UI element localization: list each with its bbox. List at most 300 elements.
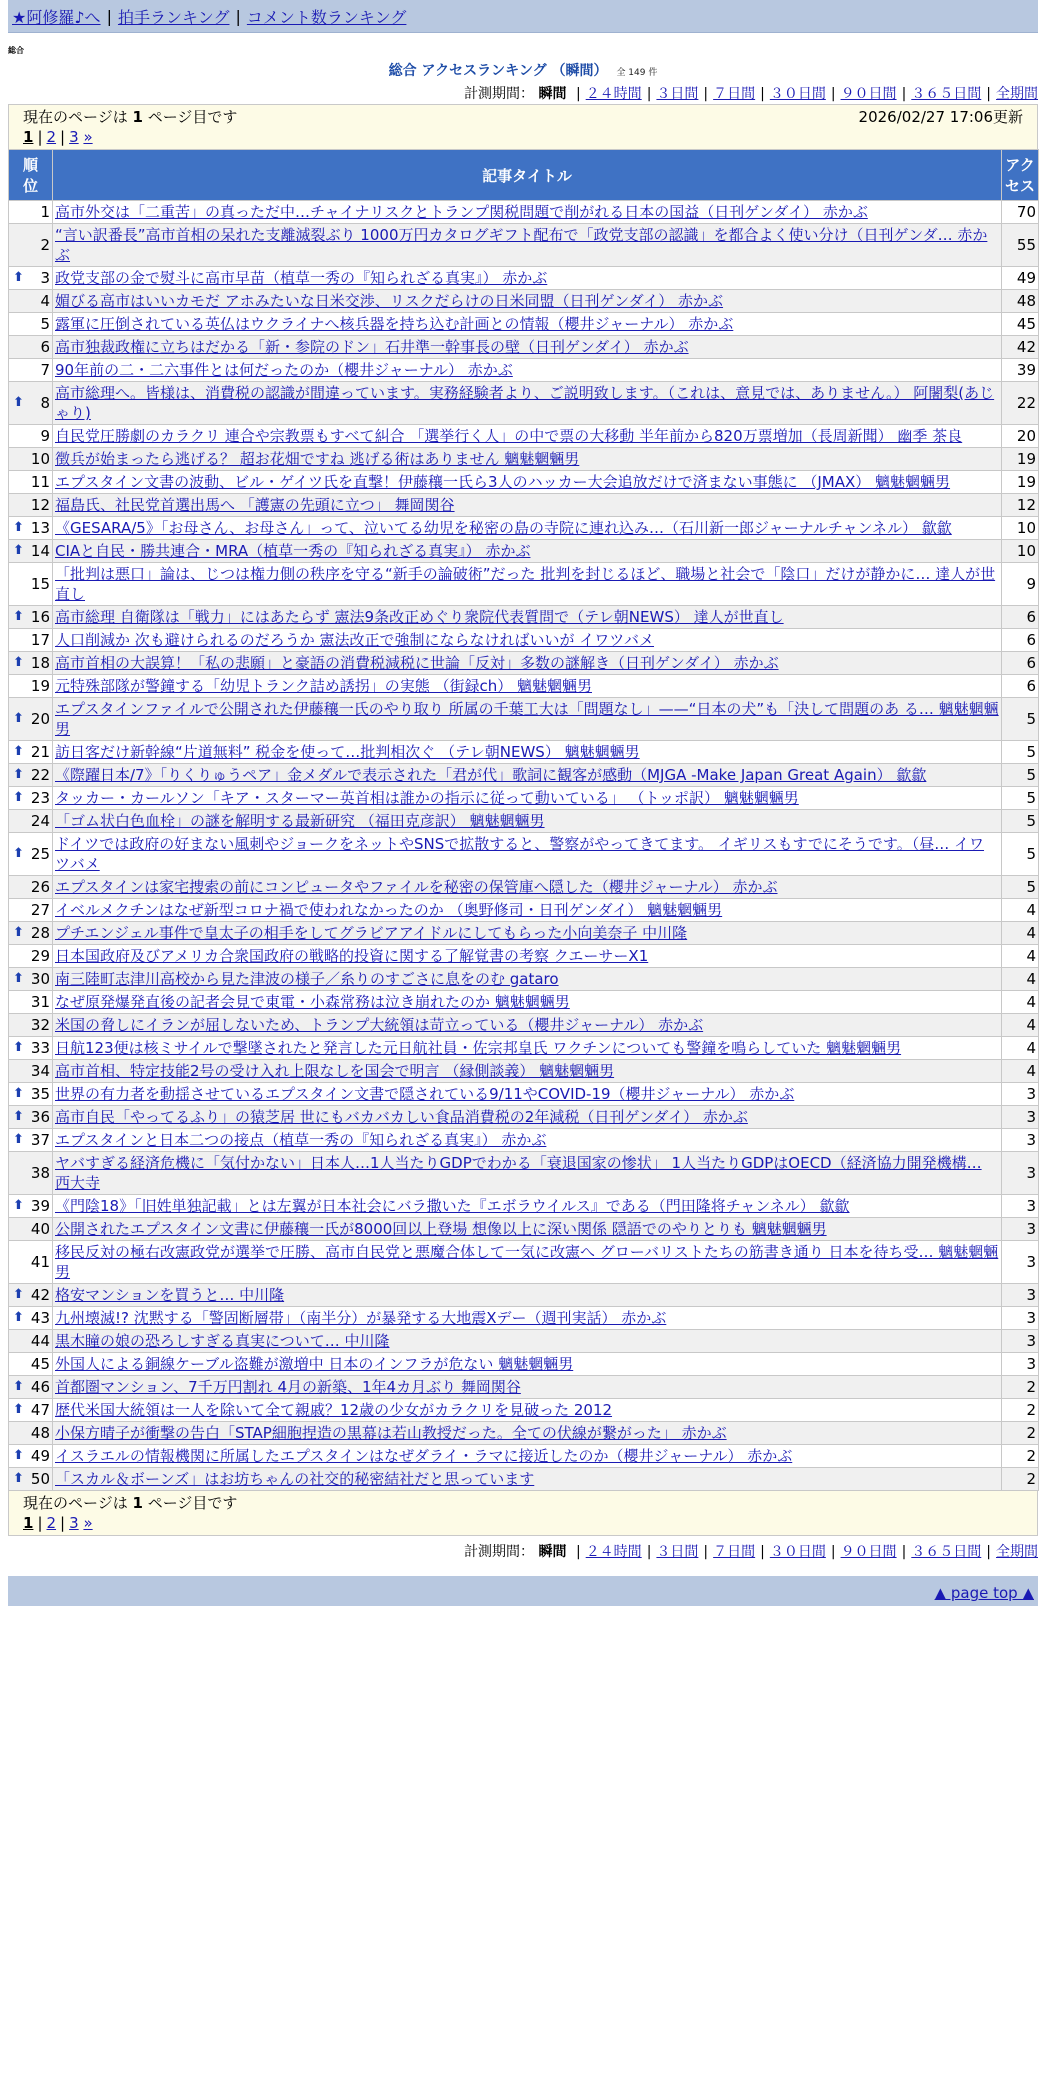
footer-bar bbox=[8, 1576, 1038, 1606]
rank-up-arrow-icon: ⬆ bbox=[13, 395, 24, 410]
table-row bbox=[9, 494, 1039, 517]
page-separator: | bbox=[60, 128, 66, 146]
rank-number: 33 bbox=[30, 1039, 50, 1057]
table-row bbox=[9, 425, 1039, 448]
rank-cell bbox=[9, 787, 53, 810]
rank-up-arrow-icon: ⬆ bbox=[13, 790, 24, 805]
article-title-link[interactable]: 高市独裁政権に立ちはだかる「新・参院のドン」石井準一幹事長の壁（日刊ゲンダイ） 赤かぶ bbox=[55, 338, 689, 356]
table-row bbox=[9, 945, 1039, 968]
article-title-link[interactable]: 南三陸町志津川高校から見た津波の様子／糸りのすごさに息をのむ gataro bbox=[55, 970, 559, 988]
article-title-link[interactable]: 徴兵が始まったら逃げる？ 超お花畑ですね 逃げる術はありません 魑魅魍魎男 bbox=[55, 450, 580, 468]
article-title-link[interactable]: 《GESARA/5》「お母さん、お母さん」って、泣いてる幼児を秘密の島の寺院に連れ込み…（石川新一郎ジャーナルチャンネル） 歙歙 bbox=[55, 519, 952, 537]
table-row bbox=[9, 1106, 1039, 1129]
title-cell bbox=[53, 1014, 1002, 1037]
article-title-link[interactable]: 世界の有力者を動揺させているエプスタイン文書で隠されている9/11やCOVID-19（櫻井ジャーナル） 赤かぶ bbox=[55, 1085, 795, 1103]
rank-number: 30 bbox=[30, 970, 50, 988]
next-page-link[interactable]: » bbox=[83, 1514, 93, 1532]
period-links bbox=[571, 1544, 1038, 1560]
title-cell bbox=[53, 1353, 1002, 1376]
table-row bbox=[9, 1445, 1039, 1468]
top-nav-bar bbox=[8, 0, 1038, 33]
rank-cell bbox=[9, 652, 53, 675]
header-title: 記事タイトル bbox=[53, 150, 1002, 201]
period-separator: | bbox=[986, 1544, 991, 1560]
period-separator: | bbox=[575, 1544, 581, 1560]
rank-up-arrow-icon: ⬆ bbox=[13, 925, 24, 940]
title-cell bbox=[53, 1284, 1002, 1307]
rank-up-arrow-icon: ⬆ bbox=[13, 1198, 24, 1213]
access-count: 5 bbox=[1002, 741, 1039, 764]
period-separator: | bbox=[830, 1544, 836, 1560]
table-row bbox=[9, 698, 1039, 741]
rank-cell bbox=[9, 629, 53, 652]
rank-up-arrow-icon: ⬆ bbox=[13, 1310, 24, 1325]
title-cell bbox=[53, 1330, 1002, 1353]
rank-cell bbox=[9, 922, 53, 945]
article-title-link[interactable]: エプスタインは家宅捜索の前にコンピュータやファイルを秘密の保管庫へ隠した（櫻井ジャーナル） 赤かぶ bbox=[55, 878, 778, 896]
rank-number: 49 bbox=[30, 1447, 50, 1465]
header-rank: 順 位 bbox=[9, 150, 53, 201]
page-link-1[interactable]: 1 bbox=[23, 1514, 34, 1532]
rank-number: 31 bbox=[30, 993, 50, 1011]
current-page-text: 現在のページは 1 ページ目です bbox=[23, 1494, 238, 1512]
article-title-link[interactable]: イスラエルの情報機関に所属したエプスタインはなぜダライ・ラマに接近したのか（櫻井ジャーナル） 赤かぶ bbox=[55, 1447, 793, 1465]
rank-up-arrow-icon: ⬆ bbox=[13, 520, 24, 535]
article-title-link[interactable]: 訪日客だけ新幹線“片道無料” 税金を使って…批判相次ぐ （テレ朝NEWS） 魑魅魍魎男 bbox=[55, 743, 640, 761]
access-count: 3 bbox=[1002, 1152, 1039, 1195]
rank-number: 27 bbox=[30, 901, 50, 919]
table-row bbox=[9, 224, 1039, 267]
table-row bbox=[9, 382, 1039, 425]
rank-cell bbox=[9, 1037, 53, 1060]
rank-number: 5 bbox=[40, 315, 50, 333]
period-link[interactable]: ７日間 bbox=[713, 1544, 756, 1560]
access-count: 20 bbox=[1002, 425, 1039, 448]
table-row bbox=[9, 968, 1039, 991]
access-count: 3 bbox=[1002, 1353, 1039, 1376]
rank-cell bbox=[9, 448, 53, 471]
title-cell bbox=[53, 563, 1002, 606]
period-link[interactable]: ９０日間 bbox=[840, 86, 897, 102]
rank-number: 13 bbox=[30, 519, 50, 537]
period-selector-bottom bbox=[8, 1542, 1038, 1562]
rank-up-arrow-icon: ⬆ bbox=[13, 971, 24, 986]
article-title-link[interactable]: 歴代米国大統領は一人を除いて全て親戚？12歳の少女がカラクリを見破った 2012 bbox=[55, 1401, 613, 1419]
access-count: 6 bbox=[1002, 675, 1039, 698]
title-cell bbox=[53, 425, 1002, 448]
page-separator: | bbox=[37, 1514, 43, 1532]
table-row bbox=[9, 787, 1039, 810]
title-cell bbox=[53, 1195, 1002, 1218]
rank-cell bbox=[9, 267, 53, 290]
article-title-link[interactable]: 日航123便は核ミサイルで撃墜されたと発言した元日航社員・佐宗邦皇氏 ワクチンについても警鐘を鳴らしていた 魑魅魍魎男 bbox=[55, 1039, 902, 1057]
rank-number: 47 bbox=[30, 1401, 50, 1419]
title-cell bbox=[53, 1422, 1002, 1445]
period-link[interactable]: ３日間 bbox=[656, 1544, 699, 1560]
table-row bbox=[9, 471, 1039, 494]
access-count: 3 bbox=[1002, 1241, 1039, 1284]
page-top-link[interactable]: ▲ page top ▲ bbox=[934, 1584, 1034, 1602]
period-link[interactable]: 全期間 bbox=[996, 86, 1038, 102]
article-title-link[interactable]: 人口削減か 次も避けられるのだろうか 憲法改正で強制にならなければいいが イワツバメ bbox=[55, 631, 655, 649]
rank-cell bbox=[9, 1330, 53, 1353]
title-cell bbox=[53, 606, 1002, 629]
article-title-link[interactable]: 小保方晴子が衝撃の告白「STAP細胞捏造の黒幕は若山教授だった。全ての伏線が繋がった」 赤かぶ bbox=[55, 1424, 727, 1442]
title-cell bbox=[53, 1241, 1002, 1284]
article-title-link[interactable]: 米国の脅しにイランが屈しないため、トランプ大統領は苛立っている（櫻井ジャーナル） 赤かぶ bbox=[55, 1016, 704, 1034]
article-title-link[interactable]: 高市首相、特定技能2号の受け入れ上限なしを国会で明言 （縁側談義） 魑魅魍魎男 bbox=[55, 1062, 615, 1080]
access-count: 6 bbox=[1002, 606, 1039, 629]
access-count: 42 bbox=[1002, 336, 1039, 359]
rank-cell bbox=[9, 945, 53, 968]
title-cell bbox=[53, 1083, 1002, 1106]
access-count: 5 bbox=[1002, 764, 1039, 787]
rank-number: 43 bbox=[30, 1309, 50, 1327]
title-cell bbox=[53, 833, 1002, 876]
rank-cell bbox=[9, 1353, 53, 1376]
article-title-link[interactable]: 自民党圧勝劇のカラクリ 連合や宗教票もすべて糾合 「選挙行く人」の中で票の大移動 半年前から820万票増加（長周新聞） 幽季 茶良 bbox=[55, 427, 963, 445]
article-title-link[interactable]: 高市外交は「二重苦」の真っただ中…チャイナリスクとトランプ関税問題で削がれる日本の国益（日刊ゲンダイ） 赤かぶ bbox=[55, 203, 868, 221]
access-count: 4 bbox=[1002, 1014, 1039, 1037]
rank-number: 7 bbox=[40, 361, 50, 379]
article-title-link[interactable]: エプスタインと日本二つの接点（植草一秀の『知られざる真実』） 赤かぶ bbox=[55, 1131, 547, 1149]
rank-up-arrow-icon: ⬆ bbox=[13, 609, 24, 624]
rank-number: 4 bbox=[40, 292, 50, 310]
article-title-link[interactable]: CIAと自民・勝共連合・MRA（植草一秀の『知られざる真実』） 赤かぶ bbox=[55, 542, 531, 560]
rank-cell bbox=[9, 313, 53, 336]
access-count: 2 bbox=[1002, 1399, 1039, 1422]
title-cell bbox=[53, 1129, 1002, 1152]
title-cell bbox=[53, 1399, 1002, 1422]
rank-cell bbox=[9, 1083, 53, 1106]
table-row bbox=[9, 1129, 1039, 1152]
rank-cell bbox=[9, 290, 53, 313]
article-title-link[interactable]: プチエンジェル事件で皇太子の相手をしてグラビアアイドルにしてもらった小向美奈子 中川隆 bbox=[55, 924, 688, 942]
title-cell bbox=[53, 1376, 1002, 1399]
period-link[interactable]: ２４時間 bbox=[585, 1544, 642, 1560]
period-link[interactable]: ３０日間 bbox=[769, 1544, 826, 1560]
access-count: 4 bbox=[1002, 1037, 1039, 1060]
article-title-link[interactable]: 《門陰18》「旧姓単独記載」とは左翼が日本社会にバラ撒いた『エボラウイルス』である（門田隆将チャンネル） 歙歙 bbox=[55, 1197, 850, 1215]
article-title-link[interactable]: 高市首相の大誤算！「私の悲願」と豪語の消費税減税に世論「反対」多数の謎解き（日刊ゲンダイ） 赤かぶ bbox=[55, 654, 779, 672]
access-count: 4 bbox=[1002, 945, 1039, 968]
next-page-link[interactable]: » bbox=[83, 128, 93, 146]
table-row bbox=[9, 201, 1039, 224]
period-separator: | bbox=[646, 86, 652, 102]
access-count: 10 bbox=[1002, 540, 1039, 563]
rank-cell bbox=[9, 1218, 53, 1241]
rank-number: 15 bbox=[30, 575, 50, 593]
article-title-link[interactable]: 高市総理 自衛隊は「戦力」にはあたらず 憲法9条改正めぐり衆院代表質問で（テレ朝NEWS） 達人が世直し bbox=[55, 608, 784, 626]
table-row bbox=[9, 652, 1039, 675]
article-title-link[interactable]: 外国人による銅線ケーブル盗難が激増中 日本のインフラが危ない 魑魅魍魎男 bbox=[55, 1355, 574, 1373]
title-cell bbox=[53, 382, 1002, 425]
title-cell bbox=[53, 1037, 1002, 1060]
article-title-link[interactable]: ヤバすぎる経済危機に「気付かない」日本人…1人当たりGDPでわかる「衰退国家の惨状」 1人当たりGDPはOECD（経済協力開発機構… 西大寺 bbox=[55, 1154, 982, 1192]
period-link[interactable]: ７日間 bbox=[713, 86, 756, 102]
rank-cell bbox=[9, 517, 53, 540]
article-title-link[interactable]: 黒木瞳の娘の恐ろしすぎる真実について… 中川隆 bbox=[55, 1332, 390, 1350]
rank-cell bbox=[9, 968, 53, 991]
current-page-number: 1 bbox=[132, 1494, 143, 1512]
title-cell bbox=[53, 267, 1002, 290]
title-cell bbox=[53, 1218, 1002, 1241]
article-title-link[interactable]: イベルメクチンはなぜ新型コロナ禍で使われなかったのか （奥野修司・日刊ゲンダイ） 魑魅魍魎男 bbox=[55, 901, 723, 919]
access-count: 3 bbox=[1002, 1330, 1039, 1353]
period-link[interactable]: ３６５日間 bbox=[911, 86, 982, 102]
table-row bbox=[9, 1083, 1039, 1106]
table-row bbox=[9, 359, 1039, 382]
table-row bbox=[9, 1422, 1039, 1445]
header-access: アク セス bbox=[1002, 150, 1039, 201]
rank-number: 3 bbox=[40, 269, 50, 287]
home-link[interactable]: ★阿修羅♪へ bbox=[12, 7, 101, 27]
nav-separator: | bbox=[235, 6, 241, 26]
table-row bbox=[9, 810, 1039, 833]
page-link-1[interactable]: 1 bbox=[23, 128, 34, 146]
rank-cell bbox=[9, 224, 53, 267]
period-separator: | bbox=[646, 1544, 652, 1560]
article-title-link[interactable]: 高市自民「やってるふり」の猿芝居 世にもバカバカしい食品消費税の2年減税（日刊ゲンダイ） 赤かぶ bbox=[55, 1108, 748, 1126]
period-separator: | bbox=[575, 86, 581, 102]
title-cell bbox=[53, 1106, 1002, 1129]
rank-number: 35 bbox=[30, 1085, 50, 1103]
article-title-link[interactable]: タッカー・カールソン「キア・スターマー英首相は誰かの指示に従って動いている」 （トッポ訳） 魑魅魍魎男 bbox=[55, 789, 799, 807]
article-title-link[interactable]: 「批判は悪口」論は、じつは権力側の秩序を守る“新手の論破術”だった 批判を封じるほど、職場と社会で「陰口」だけが静かに… 達人が世直し bbox=[55, 565, 996, 603]
access-count: 12 bbox=[1002, 494, 1039, 517]
page-separator: | bbox=[60, 1514, 66, 1532]
title-cell bbox=[53, 741, 1002, 764]
article-title-link[interactable]: エプスタイン文書の波動、ビル・ゲイツ氏を直撃！伊藤穰一氏ら3人のハッカー大会追放だけで済まない事態に （JMAX） 魑魅魍魎男 bbox=[55, 473, 951, 491]
title-cell bbox=[53, 1152, 1002, 1195]
article-title-link[interactable]: 媚びる高市はいいカモだ アホみたいな日米交渉、リスクだらけの日米同盟（日刊ゲンダイ） 赤かぶ bbox=[55, 292, 724, 310]
rank-number: 18 bbox=[30, 654, 50, 672]
table-row bbox=[9, 313, 1039, 336]
access-count: 70 bbox=[1002, 201, 1039, 224]
title-cell bbox=[53, 1307, 1002, 1330]
table-row bbox=[9, 899, 1039, 922]
rank-number: 25 bbox=[30, 845, 50, 863]
rank-number: 34 bbox=[30, 1062, 50, 1080]
access-count: 3 bbox=[1002, 1083, 1039, 1106]
access-count: 5 bbox=[1002, 810, 1039, 833]
article-title-link[interactable]: 福島氏、社民党首選出馬へ 「護憲の先頭に立つ」 舞岡関谷 bbox=[55, 496, 455, 514]
rank-cell bbox=[9, 1445, 53, 1468]
article-title-link[interactable]: 元特殊部隊が警鐘する「幼児トランク詰め誘拐」の実態 （街録ch） 魑魅魍魎男 bbox=[55, 677, 592, 695]
access-count: 4 bbox=[1002, 922, 1039, 945]
access-count: 2 bbox=[1002, 1445, 1039, 1468]
rank-number: 16 bbox=[30, 608, 50, 626]
title-cell bbox=[53, 224, 1002, 267]
rank-number: 12 bbox=[30, 496, 50, 514]
ranking-title: 総合 アクセスランキング （瞬間） bbox=[388, 63, 608, 79]
table-row bbox=[9, 1468, 1039, 1491]
page-link-2[interactable]: 2 bbox=[46, 128, 57, 146]
access-count: 3 bbox=[1002, 1218, 1039, 1241]
rank-cell bbox=[9, 741, 53, 764]
rank-cell bbox=[9, 1241, 53, 1284]
rank-number: 1 bbox=[40, 203, 50, 221]
title-cell bbox=[53, 652, 1002, 675]
period-link[interactable]: ９０日間 bbox=[840, 1544, 897, 1560]
rank-cell bbox=[9, 1129, 53, 1152]
rank-cell bbox=[9, 1422, 53, 1445]
rank-number: 24 bbox=[30, 812, 50, 830]
table-row bbox=[9, 1353, 1039, 1376]
title-cell bbox=[53, 494, 1002, 517]
article-title-link[interactable]: 公開されたエプスタイン文書に伊藤穰一氏が8000回以上登場 想像以上に深い関係 隠語でのやりとりも 魑魅魍魎男 bbox=[55, 1220, 827, 1238]
rank-number: 10 bbox=[30, 450, 50, 468]
article-title-link[interactable]: 政党支部の金で熨斗に高市早苗（植草一秀の『知られざる真実』） 赤かぶ bbox=[55, 269, 548, 287]
rank-cell bbox=[9, 1014, 53, 1037]
article-title-link[interactable]: 格安マンションを買うと… 中川隆 bbox=[55, 1286, 285, 1304]
table-row bbox=[9, 764, 1039, 787]
table-row bbox=[9, 1307, 1039, 1330]
period-link[interactable]: ３６５日間 bbox=[911, 1544, 982, 1560]
title-cell bbox=[53, 764, 1002, 787]
article-title-link[interactable]: 90年前の二・二六事件とは何だったのか（櫻井ジャーナル） 赤かぶ bbox=[55, 361, 513, 379]
article-title-link[interactable]: 「スカル＆ボーンズ」はお坊ちゃんの社交的秘密結社だと思っています bbox=[55, 1470, 535, 1488]
access-count: 19 bbox=[1002, 448, 1039, 471]
ranking-table bbox=[8, 149, 1039, 1491]
title-cell bbox=[53, 787, 1002, 810]
article-title-link[interactable]: 首都圏マンション、7千万円割れ 4月の新築、1年4カ月ぶり 舞岡関谷 bbox=[55, 1378, 521, 1396]
title-cell bbox=[53, 922, 1002, 945]
title-cell bbox=[53, 629, 1002, 652]
rank-number: 28 bbox=[30, 924, 50, 942]
rank-cell bbox=[9, 1284, 53, 1307]
access-count: 4 bbox=[1002, 968, 1039, 991]
period-selector bbox=[8, 84, 1038, 104]
period-separator: | bbox=[830, 86, 836, 102]
page-link-3[interactable]: 3 bbox=[69, 128, 79, 146]
update-timestamp: 2026/02/27 17:06更新 bbox=[858, 108, 1023, 126]
article-title-link[interactable]: “言い訳番長”高市首相の呆れた支離滅裂ぶり 1000万円カタログギフト配布で「政党支部の認識」を都合よく使い分け（日刊ゲンダ… 赤かぶ bbox=[55, 226, 988, 264]
period-separator: | bbox=[901, 1544, 907, 1560]
rank-number: 32 bbox=[30, 1016, 50, 1034]
rank-cell bbox=[9, 876, 53, 899]
page-separator: | bbox=[37, 128, 43, 146]
rank-cell bbox=[9, 675, 53, 698]
rank-cell bbox=[9, 764, 53, 787]
article-title-link[interactable]: なぜ原発爆発直後の記者会見で東電・小森常務は泣き崩れたのか 魑魅魍魎男 bbox=[55, 993, 570, 1011]
rank-number: 8 bbox=[40, 394, 50, 412]
article-title-link[interactable]: エプスタインファイルで公開された伊藤穰一氏のやり取り 所属の千葉工大は「問題なし」——“日本の犬”も「決して問題のあ る… 魑魅魍魎男 bbox=[55, 700, 999, 738]
article-title-link[interactable]: 露軍に圧倒されている英仏はウクライナへ核兵器を持ち込む計画との情報（櫻井ジャーナル） 赤かぶ bbox=[55, 315, 734, 333]
table-row bbox=[9, 1152, 1039, 1195]
table-row bbox=[9, 922, 1039, 945]
rank-number: 9 bbox=[40, 427, 50, 445]
title-cell bbox=[53, 968, 1002, 991]
period-link[interactable]: 全期間 bbox=[996, 1544, 1038, 1560]
rank-number: 29 bbox=[30, 947, 50, 965]
title-cell bbox=[53, 675, 1002, 698]
table-row bbox=[9, 290, 1039, 313]
period-link[interactable]: ３日間 bbox=[656, 86, 699, 102]
access-count: 2 bbox=[1002, 1422, 1039, 1445]
table-row bbox=[9, 833, 1039, 876]
title-cell bbox=[53, 945, 1002, 968]
access-count: 6 bbox=[1002, 629, 1039, 652]
access-count: 10 bbox=[1002, 517, 1039, 540]
period-link[interactable]: ２４時間 bbox=[585, 86, 642, 102]
table-row bbox=[9, 448, 1039, 471]
nav-separator: | bbox=[106, 6, 112, 26]
current-page-number: 1 bbox=[132, 108, 143, 126]
rank-up-arrow-icon: ⬆ bbox=[13, 270, 24, 285]
article-title-link[interactable]: 「ゴム状白色血栓」の謎を解明する最新研究 （福田克彦訳） 魑魅魍魎男 bbox=[55, 812, 545, 830]
article-title-link[interactable]: 九州壊滅!? 沈黙する「警固断層帯」（南半分）が暴発する大地震Xデー（週刊実話） 赤かぶ bbox=[55, 1309, 667, 1327]
clap-ranking-link[interactable]: 拍手ランキング bbox=[117, 7, 230, 27]
rank-number: 21 bbox=[30, 743, 50, 761]
period-separator: | bbox=[986, 86, 991, 102]
rank-cell bbox=[9, 382, 53, 425]
rank-cell bbox=[9, 494, 53, 517]
rank-number: 39 bbox=[30, 1197, 50, 1215]
pagination bbox=[23, 1513, 1023, 1533]
access-count: 19 bbox=[1002, 471, 1039, 494]
rank-number: 50 bbox=[30, 1470, 50, 1488]
rank-number: 42 bbox=[30, 1286, 50, 1304]
access-count: 4 bbox=[1002, 991, 1039, 1014]
period-separator: | bbox=[760, 86, 765, 102]
current-page-text: 現在のページは 1 ページ目です bbox=[23, 108, 238, 126]
rank-cell bbox=[9, 698, 53, 741]
rank-number: 17 bbox=[30, 631, 50, 649]
page-link-3[interactable]: 3 bbox=[69, 1514, 79, 1532]
article-title-link[interactable]: 移民反対の極右改憲政党が選挙で圧勝、高市自民党と悪魔合体して一気に改憲へ グローバリストたちの筋書き通り 日本を待ち受… 魑魅魍魎男 bbox=[55, 1243, 999, 1281]
article-title-link[interactable]: 日本国政府及びアメリカ合衆国政府の戦略的投資に関する了解覚書の考察 クエーサーX1 bbox=[55, 947, 649, 965]
rank-number: 41 bbox=[30, 1253, 50, 1271]
rank-cell bbox=[9, 425, 53, 448]
rank-cell bbox=[9, 1195, 53, 1218]
title-cell bbox=[53, 876, 1002, 899]
article-title-link[interactable]: ドイツでは政府の好まない風刺やジョークをネットやSNSで拡散すると、警察がやってきてます。 イギリスもすでにそうです。（昼… イワツバメ bbox=[55, 835, 985, 873]
period-link[interactable]: ３０日間 bbox=[769, 86, 826, 102]
article-title-link[interactable]: 《際躍日本/7》「りくりゅうペア」金メダルで表示された「君が代」歌詞に観客が感動（MJGA -Make Japan Great Again） 歙歙 bbox=[55, 766, 927, 784]
comment-ranking-link[interactable]: コメント数ランキング bbox=[246, 7, 407, 27]
table-row bbox=[9, 876, 1039, 899]
title-cell bbox=[53, 448, 1002, 471]
table-row bbox=[9, 675, 1039, 698]
title-cell bbox=[53, 313, 1002, 336]
rank-number: 38 bbox=[30, 1164, 50, 1182]
period-separator: | bbox=[760, 1544, 765, 1560]
article-title-link[interactable]: 高市総理へ。皆様は、消費税の認識が間違っています。実務経験者より、ご説明致します。（これは、意見では、ありません。） 阿闍梨(あじゃり) bbox=[55, 384, 995, 422]
access-count: 22 bbox=[1002, 382, 1039, 425]
rank-number: 14 bbox=[30, 542, 50, 560]
access-count: 9 bbox=[1002, 563, 1039, 606]
category-label: 総合 bbox=[8, 46, 24, 55]
table-row bbox=[9, 540, 1039, 563]
rank-cell bbox=[9, 1376, 53, 1399]
title-cell bbox=[53, 1445, 1002, 1468]
page-link-2[interactable]: 2 bbox=[46, 1514, 57, 1532]
rank-number: 45 bbox=[30, 1355, 50, 1373]
rank-up-arrow-icon: ⬆ bbox=[13, 1402, 24, 1417]
ranking-title-row bbox=[8, 60, 1038, 80]
table-row bbox=[9, 563, 1039, 606]
rank-cell bbox=[9, 1152, 53, 1195]
rank-up-arrow-icon: ⬆ bbox=[13, 1132, 24, 1147]
period-label: 計測期間： bbox=[464, 86, 535, 102]
access-count: 3 bbox=[1002, 1284, 1039, 1307]
access-count: 3 bbox=[1002, 1195, 1039, 1218]
access-count: 3 bbox=[1002, 1307, 1039, 1330]
rank-cell bbox=[9, 1060, 53, 1083]
title-cell bbox=[53, 991, 1002, 1014]
rank-up-arrow-icon: ⬆ bbox=[13, 1287, 24, 1302]
